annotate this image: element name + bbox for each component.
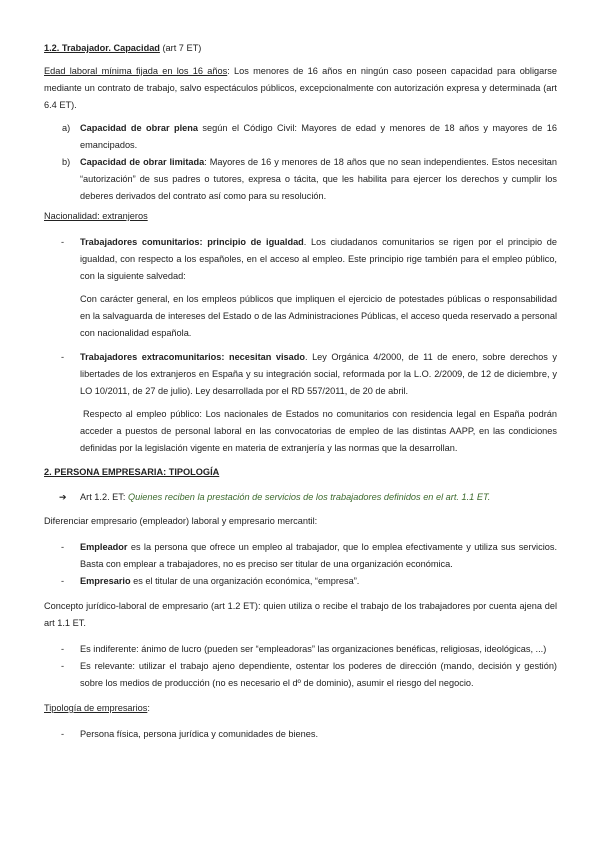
- empresario-text: es el titular de una organización económica, “empresa”.: [130, 576, 360, 586]
- diferenciar-paragraph: Diferenciar empresario (empleador) laboral y empresario mercantil:: [44, 516, 318, 526]
- tipologia-colon: :: [147, 703, 150, 713]
- capacidad-plena-bold: Capacidad de obrar plena: [80, 123, 198, 133]
- art-1-2-reference: [44, 489, 557, 506]
- capacidad-list: [44, 120, 557, 205]
- tipologia-text: Persona física, persona jurídica y comunidades de bienes.: [80, 729, 318, 739]
- tipologia-heading: [44, 700, 557, 717]
- comunitarios-note: Con carácter general, en los empleos públicos que impliquen el ejercicio de potestades públicas o responsabilidad en la salvaguarda de intereses del Estado o de las Administraciones Públicas, el acceso queda reservado a personal con nacionalidad española.: [80, 294, 557, 338]
- list-marker: -: [61, 352, 65, 362]
- extracomunitarios-list: [44, 349, 557, 400]
- relevante-item: [44, 658, 557, 692]
- list-marker: -: [61, 729, 65, 739]
- list-marker: a): [62, 123, 71, 133]
- indiferente-item: [44, 641, 557, 658]
- edad-text: : Los menores de 16 años en ningún caso poseen capacidad para obligarse mediante un contrato de trabajo, salvo espectáculos públicos, excepcionalmente con autorización expresa y determinada (art 6.4 ET).: [44, 66, 557, 110]
- capacidad-plena-text: según el Código Civil: Mayores de edad y menores de 18 años y mayores de 16 emancipados.: [80, 123, 557, 150]
- extracomunitarios-bold: Trabajadores extracomunitarios: necesitan visado: [80, 352, 305, 362]
- nacionalidad-heading: Nacionalidad: extranjeros: [44, 211, 148, 221]
- art-quote: Quienes reciben la prestación de servicios de los trabajadores definidos en el art. 1.1 ET.: [128, 492, 491, 502]
- document-page: [44, 40, 557, 751]
- tipologia-item: [44, 726, 557, 743]
- list-marker: -: [61, 542, 65, 552]
- extracomunitarios-note: Respecto al empleo público: Los nacionales de Estados no comunitarios con residencia legal en España podrán acceder a puestos de personal laboral en las convocatorias de empleo de las distintas AAPP, en las condiciones definidas por la legislación vigente en materia de extranjería y las normas que la desarrollan.: [80, 409, 557, 453]
- extracomunitarios-item: [44, 349, 557, 400]
- section-1-2-title: 1.2. Trabajador. Capacidad: [44, 43, 160, 53]
- comunitarios-item: [44, 234, 557, 285]
- arrow-right-icon: ➔: [59, 492, 67, 502]
- list-marker: -: [61, 644, 65, 654]
- section-2-title: 2. PERSONA EMPRESARIA: TIPOLOGÍA: [44, 467, 220, 477]
- list-marker: -: [61, 661, 65, 671]
- indiferente-text: Es indiferente: ánimo de lucro (pueden ser “empleadoras” las organizaciones benéficas, religiosas, ideológicas, ...): [80, 644, 547, 654]
- section-1-2-ref: (art 7 ET): [159, 43, 202, 53]
- list-marker: -: [61, 576, 65, 586]
- empresario-item: [44, 573, 557, 590]
- comunitarios-bold: Trabajadores comunitarios: principio de igualdad: [80, 237, 304, 247]
- empresario-bold: Empresario: [80, 576, 131, 586]
- tipologia-list: [44, 726, 557, 743]
- empleador-text: es la persona que ofrece un empleo al trabajador, que lo emplea efectivamente y utiliza sus servicios. Basta con emplear a trabajadores, no es preciso ser titular de una organización económica.: [80, 542, 557, 569]
- extracomunitarios-text: . Ley Orgánica 4/2000, de 11 de enero, sobre derechos y libertades de los extranjeros en España y su integración social, reformada por la L.O. 2/2009, de 12 de diciembre, y LO 10/2011, de 27 de julio). Ley desarrollada por el RD 557/2011, de 20 de abril.: [80, 352, 557, 396]
- tipologia-heading-text: Tipología de empresarios: [44, 703, 148, 713]
- list-marker: b): [62, 157, 71, 167]
- section-1-2-heading: [44, 40, 557, 57]
- concepto-paragraph: Concepto jurídico-laboral de empresario (art 1.2 ET): quien utiliza o recibe el trabajo de los trabajadores por cuenta ajena del art 1.1 ET.: [44, 601, 557, 628]
- capacidad-limitada-bold: Capacidad de obrar limitada: [80, 157, 205, 167]
- relevante-text: Es relevante: utilizar el trabajo ajeno dependiente, ostentar los poderes de dirección (mando, decisión y gestión) sobre los medios de producción (no es necesario el dº de dominio), asumir el riesgo del negocio.: [80, 661, 557, 688]
- art-ref: Art 1.2. ET:: [80, 492, 128, 502]
- comunitarios-text: . Los ciudadanos comunitarios se rigen por el principio de igualdad, con respecto a los españoles, en el acceso al empleo. Este principio rige también para el empleo público, con la siguiente salvedad:: [80, 237, 558, 281]
- capacidad-item-plena: [44, 120, 557, 154]
- capacidad-item-limitada: [44, 154, 557, 205]
- edad-paragraph: [44, 63, 557, 114]
- concepto-list: [44, 641, 557, 692]
- list-marker: -: [61, 237, 65, 247]
- edad-label: Edad laboral mínima fijada en los 16 años: [44, 66, 228, 76]
- empleador-bold: Empleador: [80, 542, 128, 552]
- nacionalidad-list: [44, 234, 557, 285]
- capacidad-limitada-text: : Mayores de 16 y menores de 18 años que no sean independientes. Estos necesitan “autorización” de sus padres o tutores, expresa o tácita, que les habilita para ejercer los derechos y cumplir los deberes derivados del contrato así como para su resolución.: [80, 157, 557, 201]
- empleador-item: [44, 539, 557, 573]
- empresario-list: [44, 539, 557, 590]
